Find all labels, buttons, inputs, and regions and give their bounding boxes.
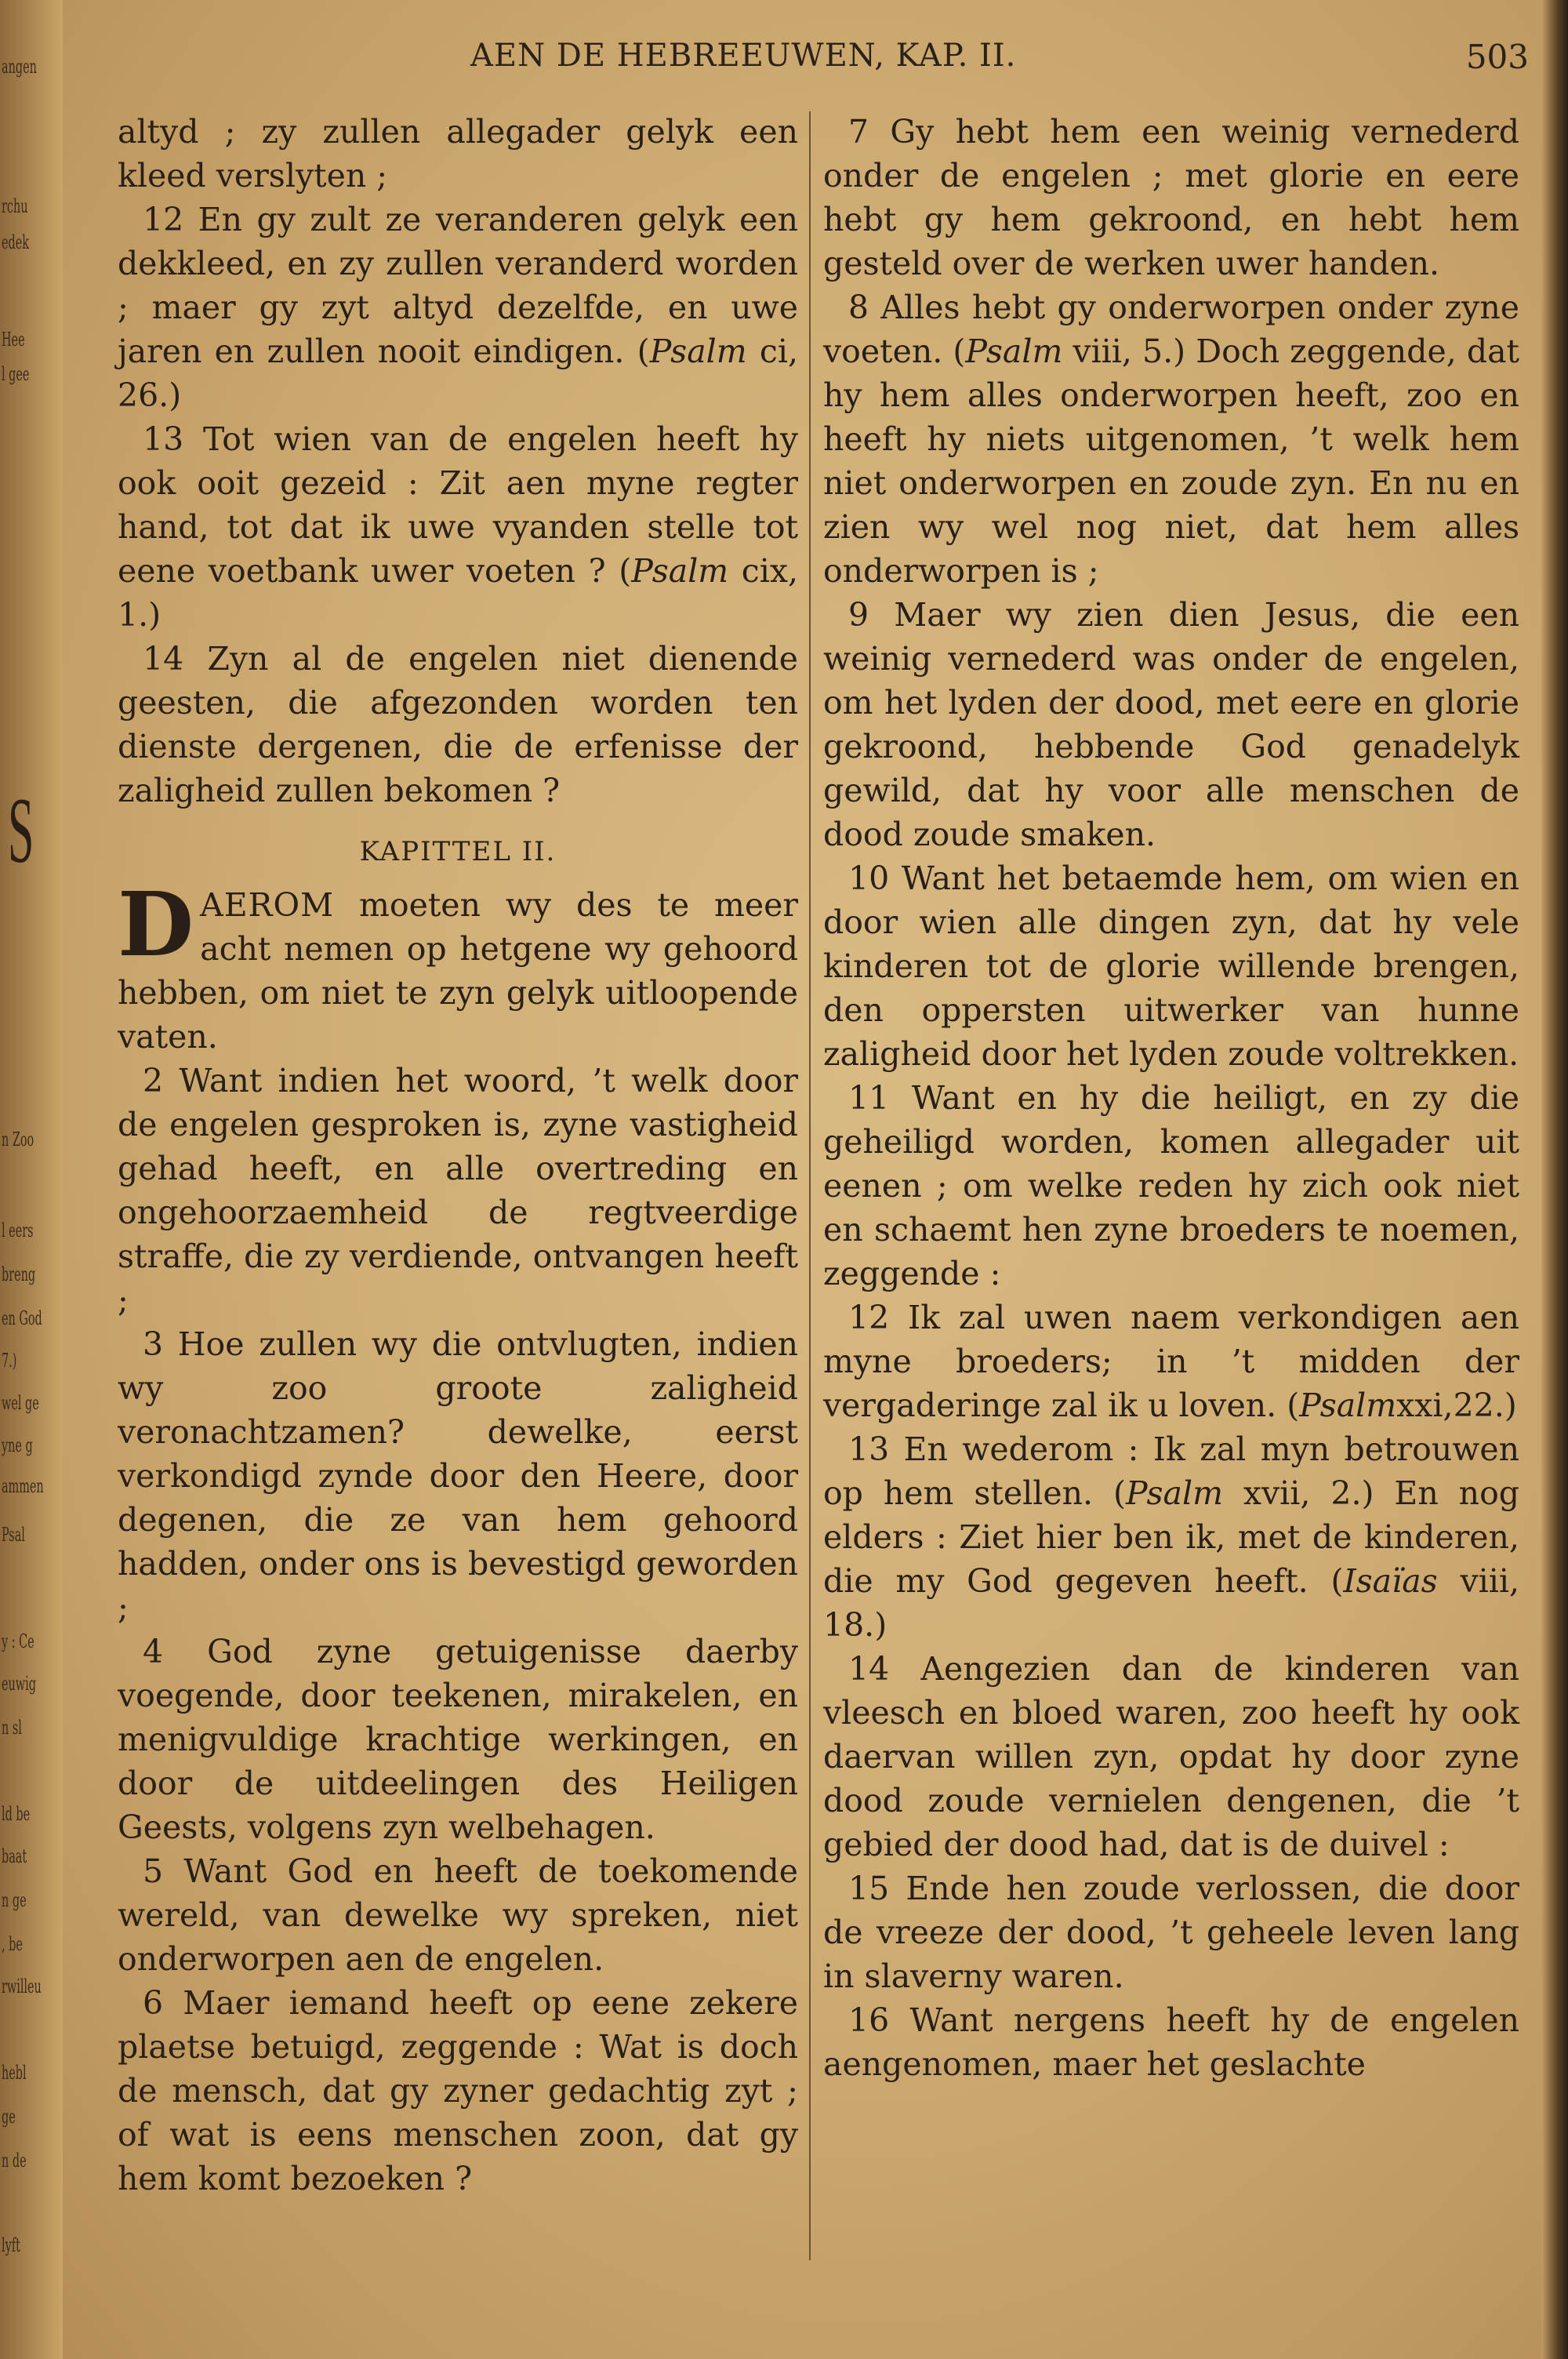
- verse-text: 14 Zyn al de engelen niet dienende geesten, die afgezonden worden ten dienste dergenen, die de erfenisse der zaligheid zullen bekomen ?: [118, 640, 798, 809]
- verse-5: [118, 1849, 798, 1981]
- verse-text: 10 Want het betaemde hem, om wien en door wien alle dingen zyn, dat hy vele kinderen tot de glorie willende brengen, den oppersten uitwerker van hunne zaligheid door het lyden zoude voltrekken.: [823, 860, 1519, 1073]
- column-divider: [809, 111, 811, 2260]
- verse-text: altyd ; zy zullen allegader gelyk een kleed verslyten ;: [118, 113, 798, 194]
- gutter-large-letter-icon: S: [8, 778, 34, 882]
- verse-7: [823, 110, 1519, 285]
- gutter-fragment: en God: [2, 1307, 42, 1329]
- gutter-fragment: hebl: [2, 2062, 27, 2084]
- reference-book: Psalm: [1299, 1387, 1397, 1424]
- gutter-fragment: Psal: [2, 1524, 25, 1546]
- gutter-fragment: n sl: [2, 1717, 22, 1739]
- verse-14: [823, 1647, 1519, 1866]
- verse-text: 5 Want God en heeft de toekomende wereld, van dewelke wy spreken, niet onderworpen aen de engelen.: [118, 1852, 798, 1978]
- verse-4: [118, 1630, 798, 1849]
- gutter-fragment: n de: [2, 2150, 27, 2172]
- previous-page-gutter: [0, 0, 63, 2359]
- verse-text: viii, 5.) Doch zeggende, dat hy hem alles onderworpen heeft, zoo en heeft hy niets uitgenomen, ’t welk hem niet onderworpen en zoude zyn. En nu en zien wy wel nog niet, dat hem alles onderworpen is ;: [823, 333, 1519, 590]
- verse-text: 7 Gy hebt hem een weinig vernederd onder de engelen ; met glorie en eere hebt gy hem gekroond, en hebt hem gesteld over de werken uwer handen.: [823, 113, 1519, 282]
- verse-text: 8 Alles hebt gy onderworpen onder zyne voeten. (: [823, 289, 1519, 370]
- verse-text: 9 Maer wy zien dien Jesus, die een weinig vernederd was onder de engelen, om het lyden der dood, met eere en glorie gekroond, hebbende God genadelyk gewild, dat hy voor alle menschen de dood zoude smaken.: [823, 596, 1519, 853]
- left-column: [118, 110, 798, 2201]
- gutter-fragment: baat: [2, 1845, 27, 1867]
- verse-13: [118, 417, 798, 637]
- verse-continuation: [118, 110, 798, 198]
- verse-text: 2 Want indien het woord, ’t welk door de engelen gesproken is, zyne vastigheid gehad heeft, en alle overtreding en ongehoorzaemheid de regtveerdige straffe, die zy verdiende, ontvangen heeft ;: [118, 1062, 798, 1319]
- gutter-fragment: breng: [2, 1263, 36, 1285]
- reference-book: Psalm: [631, 552, 729, 590]
- gutter-fragment: n ge: [2, 1889, 27, 1911]
- reference-text: cix, 1.): [118, 552, 798, 634]
- gutter-fragment: l eers: [2, 1219, 34, 1241]
- verse-15: [823, 1866, 1519, 1998]
- running-title: AEN DE HEBREEUWEN, KAP. II.: [470, 38, 1017, 74]
- verse-text: 12 Ik zal uwen naem verkondigen aen myne broeders; in ’t midden der vergaderinge zal ik u loven. (: [823, 1299, 1519, 1424]
- verse-3: [118, 1322, 798, 1630]
- verse-1: [118, 874, 798, 1059]
- reference-book: Psalm: [965, 333, 1063, 370]
- gutter-fragment: l gee: [2, 363, 30, 385]
- gutter-fragment: rwilleu: [2, 1976, 42, 1997]
- verse-14: [118, 637, 798, 812]
- gutter-fragment: angen: [2, 56, 37, 78]
- verse-text: 4 God zyne getuigenisse daerby voegende, door teekenen, mirakelen, en menigvuldige krachtige werkingen, en door de uitdeelingen des Heiligen Geests, volgens zyn welbehagen.: [118, 1633, 798, 1846]
- gutter-fragment: ammen: [2, 1475, 44, 1497]
- verse-text: 6 Maer iemand heeft op eene zekere plaetse betuigd, zeggende : Wat is doch de mensch, dat gy zyner gedachtig zyt ; of wat is eens menschen zoon, dat gy hem komt bezoeken ?: [118, 1984, 798, 2197]
- gutter-fragment: yne g: [2, 1434, 33, 1456]
- gutter-fragment: y : Ce: [2, 1630, 34, 1652]
- verse-12: [823, 1296, 1519, 1427]
- reference-text: viii, 18.): [823, 1562, 1519, 1644]
- reference-text: ci, 26.): [118, 333, 799, 414]
- verse-13: [823, 1427, 1519, 1647]
- opening-word: AEROM: [200, 886, 335, 924]
- verse-text: moeten wy des te meer acht nemen op hetgene wy gehoord hebben, om niet te zyn gelyk uitloopende vaten.: [118, 886, 798, 1056]
- page-number: 503: [1465, 38, 1529, 76]
- verse-text: 13 Tot wien van de engelen heeft hy ook ooit gezeid : Zit aen myne regter hand, tot dat ik uwe vyanden stelle tot eene voetbank uwer voeten ? (: [118, 420, 798, 590]
- verse-6: [118, 1981, 798, 2201]
- gutter-fragment: n Zoo: [2, 1129, 34, 1150]
- verse-9: [823, 593, 1519, 856]
- gutter-fragment: Hee: [2, 329, 25, 351]
- verse-text: 3 Hoe zullen wy die ontvlugten, indien wy zoo groote zaligheid veronachtzamen? dewelke, eerst verkondigd zynde door den Heere, door degenen, die ze van hem gehoord hadden, onder ons is bevestigd geworden ;: [118, 1325, 798, 1627]
- drop-cap: D: [118, 874, 194, 976]
- gutter-fragment: lyft: [2, 2234, 20, 2256]
- verse-text: 14 Aengezien dan de kinderen van vleesch en bloed waren, zoo heeft hy ook daervan willen zyn, opdat hy door zyne dood zoude vernielen dengenen, die ’t gebied der dood had, dat is de duivel :: [823, 1650, 1519, 1863]
- right-column: [823, 110, 1519, 2086]
- chapter-heading: KAPITTEL II.: [359, 836, 557, 867]
- verse-text: 12 En gy zult ze veranderen gelyk een dekkleed, en zy zullen veranderd worden ; maer gy zyt altyd dezelfde, en uwe jaren en zullen nooit eindigen. (: [118, 201, 798, 370]
- verse-text: 11 Want en hy die heiligt, en zy die geheiligd worden, komen allegader uit eenen ; om welke reden hy zich ook niet en schaemt hen zyne broeders te noemen, zeggende :: [823, 1079, 1519, 1292]
- verse-2: [118, 1059, 798, 1322]
- reference-book: Psalm: [649, 333, 747, 370]
- gutter-fragment: wel ge: [2, 1392, 39, 1414]
- running-header: [118, 38, 1529, 85]
- verse-16: [823, 1998, 1519, 2086]
- verse-11: [823, 1076, 1519, 1296]
- verse-10: [823, 856, 1519, 1076]
- gutter-fragment: , be: [2, 1933, 23, 1955]
- verse-text: 15 Ende hen zoude verlossen, die door de vreeze der dood, ’t geheele leven lang in slaverny waren.: [823, 1870, 1519, 1995]
- reference-book: Psalm: [1125, 1474, 1223, 1512]
- gutter-fragment: rchu: [2, 195, 28, 217]
- verse-12: [118, 198, 798, 417]
- reference-text: xxi,22.): [1396, 1387, 1517, 1424]
- verse-8: [823, 285, 1519, 593]
- gutter-fragment: 7.): [2, 1350, 17, 1372]
- verse-text: xvii, 2.) En nog elders : Ziet hier ben ik, met de kinderen, die my God gegeven heeft. (: [823, 1474, 1520, 1600]
- gutter-fragment: edek: [2, 231, 29, 253]
- gutter-fragment: ld be: [2, 1803, 31, 1825]
- reference-book: Isaïas: [1343, 1562, 1438, 1600]
- gutter-fragment: ge: [2, 2106, 16, 2128]
- page-edge: [1541, 0, 1568, 2359]
- verse-text: 16 Want nergens heeft hy de engelen aengenomen, maer het geslachte: [823, 2001, 1519, 2083]
- gutter-fragment: euwig: [2, 1673, 36, 1695]
- verse-text: 13 En wederom : Ik zal myn betrouwen op hem stellen. (: [823, 1430, 1519, 1512]
